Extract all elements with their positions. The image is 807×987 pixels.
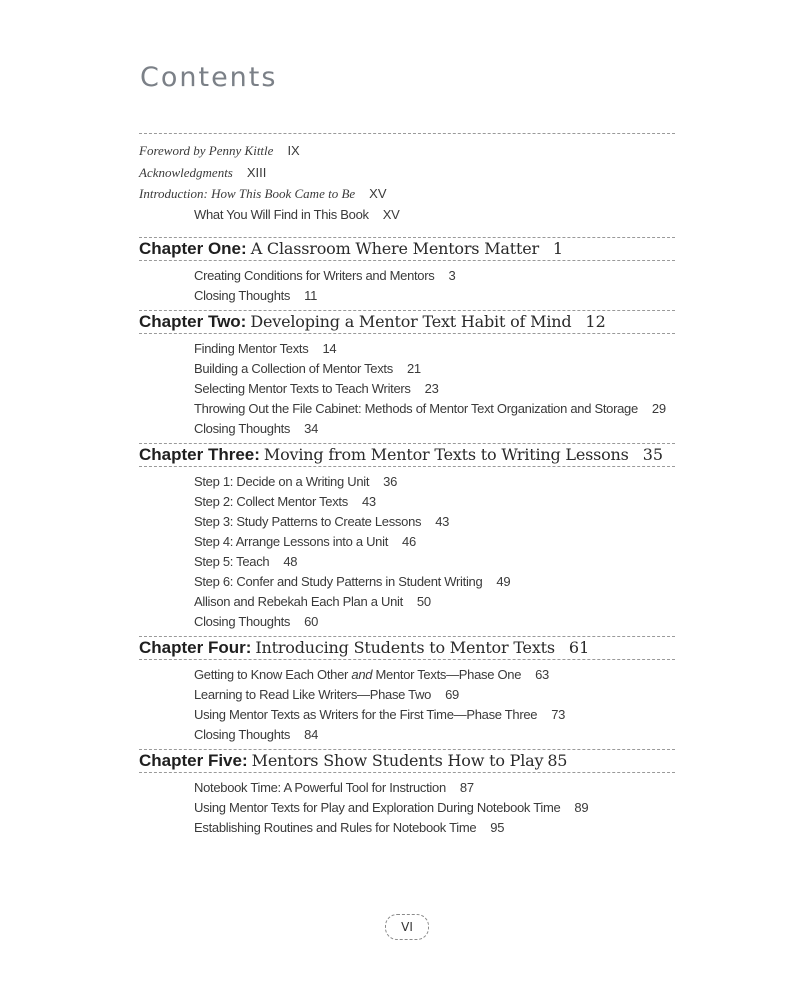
chapter-title: Mentors Show Students How to Play [251, 750, 544, 770]
chapter-two [139, 310, 675, 443]
section-page: 48 [283, 553, 298, 569]
section-list [139, 334, 675, 443]
table-of-contents [139, 133, 675, 842]
chapter-three [139, 443, 675, 636]
section-page: 21 [406, 360, 421, 376]
chapter-page: 61 [568, 637, 590, 657]
section-page: 95 [490, 819, 505, 835]
front-matter-entry [139, 140, 675, 162]
section-title: Step 1: Decide on a Writing Unit [194, 473, 370, 489]
chapter-title: Moving from Mentor Texts to Writing Lessons [263, 444, 629, 464]
section-title: Step 3: Study Patterns to Create Lessons [194, 513, 422, 529]
section-page: 63 [535, 666, 549, 682]
section-entry [139, 266, 675, 286]
section-page: 3 [448, 267, 456, 283]
section-title: Step 2: Collect Mentor Texts [194, 493, 348, 509]
section-title: Notebook Time: A Powerful Tool for Instruction [194, 779, 446, 795]
chapter-heading [139, 444, 675, 466]
section-entry [139, 286, 675, 306]
chapter-label: Chapter Four: [139, 637, 252, 657]
section-list [139, 660, 675, 749]
section-page: 36 [383, 473, 398, 489]
section-page: 50 [416, 593, 431, 609]
section-entry [139, 339, 675, 359]
chapter-heading [139, 750, 675, 772]
chapter-five [139, 749, 675, 842]
section-entry [139, 572, 675, 592]
section-page: 84 [304, 726, 319, 742]
section-title: Using Mentor Texts for Play and Exploration During Notebook Time [194, 799, 561, 815]
chapter-four [139, 636, 675, 749]
section-list [139, 773, 675, 842]
section-page: 23 [424, 380, 439, 396]
section-title: Selecting Mentor Texts to Teach Writers [194, 380, 411, 396]
page-number: VI [385, 914, 429, 940]
section-page: 69 [445, 686, 459, 702]
chapter-label: Chapter Two: [139, 311, 247, 331]
section-entry [139, 705, 675, 725]
chapter-page: 12 [585, 311, 606, 331]
divider [139, 133, 675, 134]
chapter-one [139, 237, 675, 310]
section-entry [139, 512, 675, 532]
section-entry [139, 419, 675, 439]
section-title: Step 4: Arrange Lessons into a Unit [194, 533, 389, 549]
chapter-heading [139, 238, 675, 260]
chapter-heading [139, 637, 675, 659]
entry-page: XV [382, 206, 400, 222]
section-list [139, 467, 675, 636]
entry-page: XV [369, 186, 387, 201]
section-entry [139, 379, 675, 399]
section-page: 89 [574, 799, 589, 815]
entry-title: What You Will Find in This Book [194, 206, 369, 222]
chapter-page: 1 [552, 238, 564, 258]
section-title: Closing Thoughts [194, 726, 291, 742]
section-page: 14 [322, 340, 337, 356]
chapter-title: Developing a Mentor Text Habit of Mind [250, 311, 572, 331]
section-entry [139, 399, 675, 419]
section-entry [139, 685, 675, 705]
section-page: 46 [402, 533, 416, 549]
section-title-after: Mentor Texts—Phase One [372, 666, 522, 682]
section-entry [139, 552, 675, 572]
section-entry [139, 665, 675, 685]
section-list [139, 261, 675, 310]
section-page: 87 [459, 779, 474, 795]
section-entry [139, 532, 675, 552]
section-title-before: Getting to Know Each Other [194, 666, 352, 682]
section-entry [139, 798, 675, 818]
chapter-title: A Classroom Where Mentors Matter [250, 238, 539, 258]
front-matter-entry [139, 162, 675, 184]
section-entry [139, 612, 675, 632]
section-entry [139, 492, 675, 512]
section-title-emphasis: and [351, 666, 373, 682]
section-title: Allison and Rebekah Each Plan a Unit [194, 593, 403, 609]
entry-title: Introduction: How This Book Came to Be [139, 186, 356, 201]
chapter-heading [139, 311, 675, 333]
section-page: 29 [651, 400, 666, 416]
chapter-label: Chapter One: [139, 238, 247, 258]
entry-title: Foreword by Penny Kittle [139, 143, 274, 158]
section-title: Establishing Routines and Rules for Notebook Time [194, 819, 477, 835]
entry-page: IX [287, 143, 300, 158]
section-title: Learning to Read Like Writers—Phase Two [194, 686, 432, 702]
section-title: Creating Conditions for Writers and Mentors [194, 267, 435, 283]
section-title: Finding Mentor Texts [194, 340, 309, 356]
section-title: Building a Collection of Mentor Texts [194, 360, 393, 376]
section-page: 60 [304, 613, 319, 629]
section-page: 49 [496, 573, 511, 589]
section-entry [139, 818, 675, 838]
section-page: 73 [551, 706, 566, 722]
chapter-page: 85 [547, 750, 568, 770]
chapter-page: 35 [642, 444, 664, 464]
chapter-title: Introducing Students to Mentor Texts [255, 637, 555, 657]
section-entry [139, 472, 675, 492]
section-title: Closing Thoughts [194, 420, 291, 436]
section-title: Step 5: Teach [194, 553, 270, 569]
section-page: 43 [435, 513, 450, 529]
section-title: Using Mentor Texts as Writers for the First Time—Phase Three [194, 706, 538, 722]
section-entry [139, 778, 675, 798]
section-title: Throwing Out the File Cabinet: Methods of Mentor Text Organization and Storage [194, 400, 638, 416]
front-matter-subentry [139, 205, 675, 225]
chapter-label: Chapter Five: [139, 750, 248, 770]
section-page: 43 [361, 493, 376, 509]
section-page: 34 [304, 420, 319, 436]
section-entry [139, 592, 675, 612]
section-entry [139, 359, 675, 379]
section-entry [139, 725, 675, 745]
entry-page: XIII [246, 164, 267, 180]
section-page: 11 [304, 287, 318, 303]
front-matter-entry [139, 183, 675, 205]
entry-title: Acknowledgments [139, 164, 233, 180]
chapter-label: Chapter Three: [139, 444, 260, 464]
section-title: Closing Thoughts [194, 613, 291, 629]
section-title: Closing Thoughts [194, 287, 291, 303]
section-title: Step 6: Confer and Study Patterns in Student Writing [194, 573, 483, 589]
page-title: Contents [140, 62, 278, 93]
front-matter [139, 140, 675, 225]
